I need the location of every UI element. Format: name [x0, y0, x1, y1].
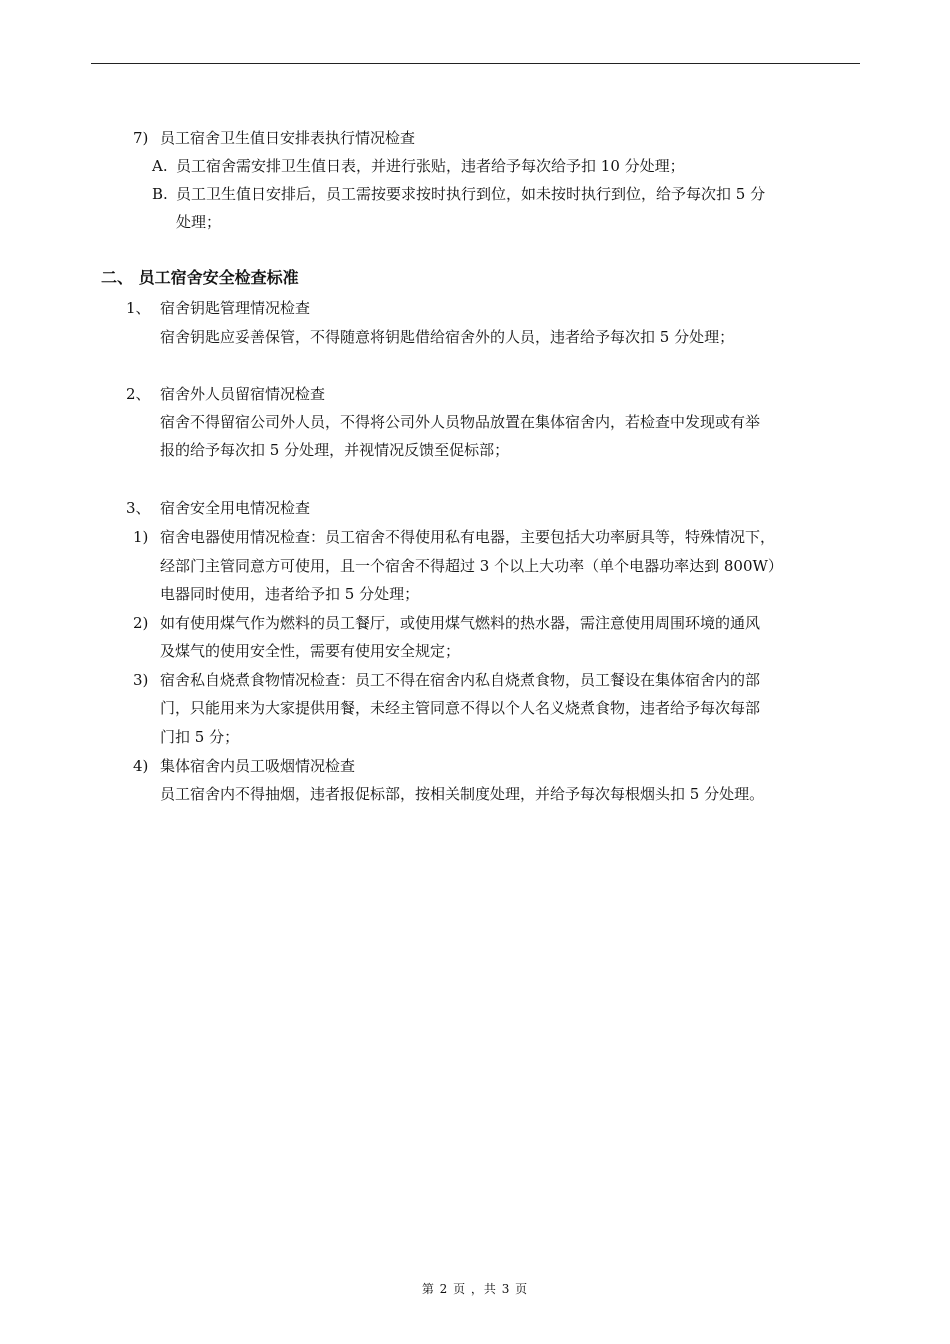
paragraph-line: 宿舍不得留宿公司外人员，不得将公司外人员物品放置在集体宿舍内，若检查中发现或有举: [160, 413, 761, 431]
paragraph-line: 宿舍电器使用情况检查：员工宿舍不得使用私有电器，主要包括大功率厨具等，特殊情况下，: [160, 528, 776, 546]
item-number: 7): [133, 129, 149, 147]
item-number: 3、: [126, 499, 151, 517]
paragraph-line: 门扣 5 分；: [160, 728, 240, 746]
paragraph-line: 宿舍钥匙应妥善保管，不得随意将钥匙借给宿舍外的人员，违者给予每次扣 5 分处理；: [160, 328, 735, 346]
paragraph-line: 经部门主管同意方可使用，且一个宿舍不得超过 3 个以上大功率（单个电器功率达到 800W）: [160, 557, 783, 575]
paragraph-line: 员工宿舍内不得抽烟，违者报促标部，按相关制度处理，并给予每次每根烟头扣 5 分处理。: [160, 785, 765, 803]
item-title: 宿舍外人员留宿情况检查: [160, 385, 326, 403]
paragraph-line: 员工宿舍需安排卫生值日表，并进行张贴，违者给予每次给予扣 10 分处理；: [176, 157, 685, 175]
sub-number: 4): [133, 757, 149, 775]
paragraph-line: 电器同时使用，违者给予扣 5 分处理；: [160, 585, 420, 603]
sub-number: 1): [133, 528, 149, 546]
paragraph-line: 集体宿舍内员工吸烟情况检查: [160, 757, 356, 775]
item-title: 宿舍钥匙管理情况检查: [160, 299, 311, 317]
item-number: 1、: [126, 299, 151, 317]
page-footer: 第 2 页 ，共 3 页: [421, 1282, 529, 1296]
sub-number: 3): [133, 671, 149, 689]
sub-label: B.: [152, 185, 168, 203]
paragraph-line: 员工卫生值日安排后，员工需按要求按时执行到位，如未按时执行到位，给予每次扣 5 分: [176, 185, 766, 203]
sub-label: A.: [152, 157, 168, 175]
paragraph-line: 处理；: [176, 213, 222, 231]
header-rule: [91, 63, 860, 64]
paragraph-line: 门，只能用来为大家提供用餐，未经主管同意不得以个人名义烧煮食物，违者给予每次每部: [160, 699, 761, 717]
sub-number: 2): [133, 614, 149, 632]
item-title: 宿舍安全用电情况检查: [160, 499, 311, 517]
item-number: 2、: [126, 385, 151, 403]
paragraph-line: 报的给予每次扣 5 分处理，并视情况反馈至促标部；: [160, 441, 510, 459]
paragraph-line: 宿舍私自烧煮食物情况检查：员工不得在宿舍内私自烧煮食物，员工餐设在集体宿舍内的部: [160, 671, 761, 689]
section-heading: 二、 员工宿舍安全检查标准: [101, 268, 299, 287]
paragraph-line: 及煤气的使用安全性，需要有使用安全规定；: [160, 642, 461, 660]
paragraph-line: 如有使用煤气作为燃料的员工餐厅，或使用煤气燃料的热水器，需注意使用周围环境的通风: [160, 614, 761, 632]
item-title: 员工宿舍卫生值日安排表执行情况检查: [160, 129, 416, 147]
